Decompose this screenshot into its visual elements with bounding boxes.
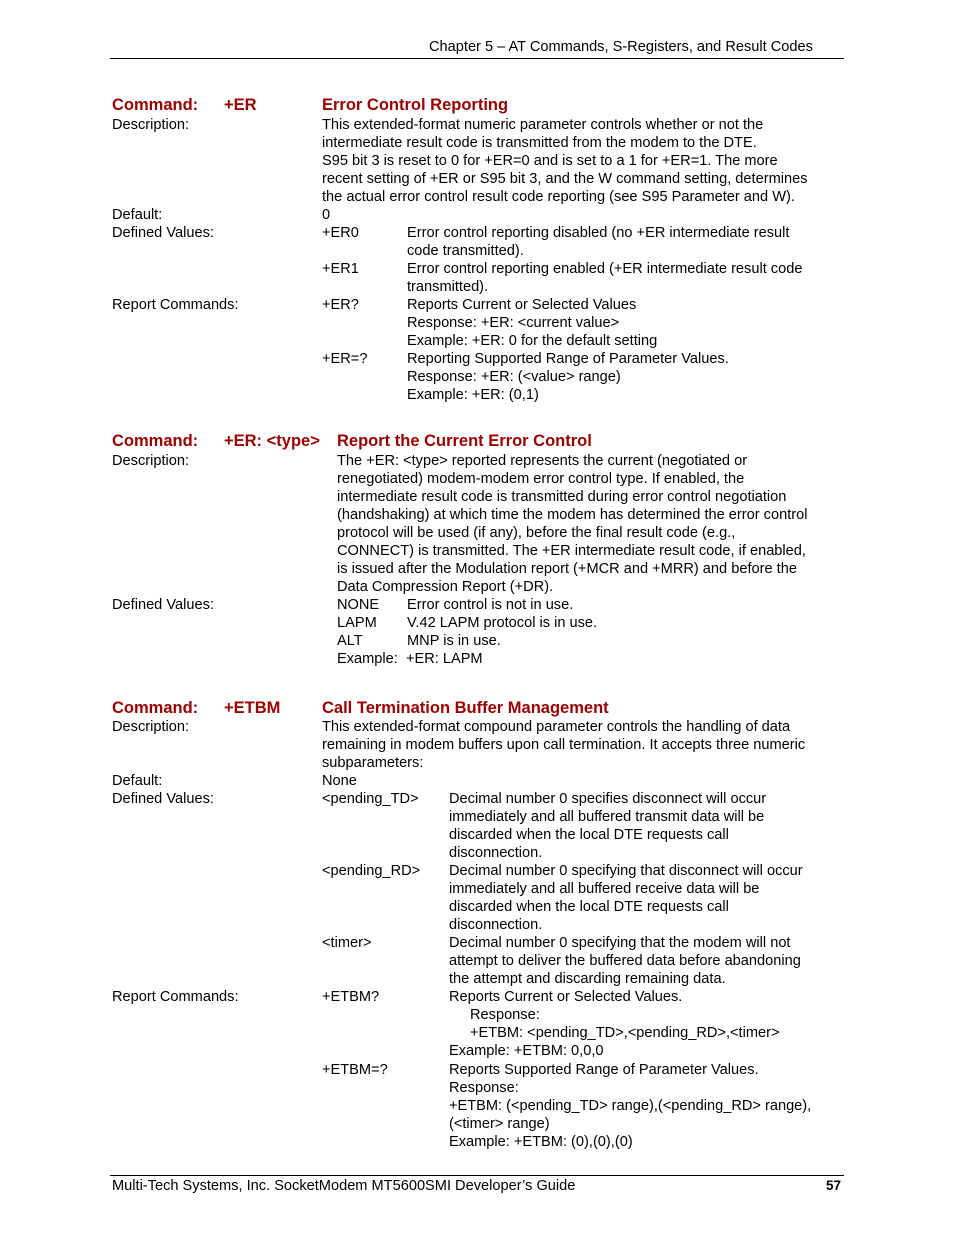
value-key: <pending_RD> — [322, 863, 421, 879]
command-name: +ETBM — [224, 699, 281, 717]
description-line: Data Compression Report (+DR). — [337, 579, 554, 595]
report-desc: Reports Current or Selected Values — [407, 297, 637, 313]
description-line: intermediate result code is transmitted during error control negotiation — [337, 489, 787, 505]
description-line: CONNECT) is transmitted. The +ER intermediate result code, if enabled, — [337, 543, 806, 559]
value-desc: Error control reporting disabled (no +ER intermediate result — [407, 225, 790, 241]
value-desc: discarded when the local DTE requests call — [449, 827, 729, 843]
command-title: Report the Current Error Control — [337, 432, 592, 450]
value-key: ALT — [337, 633, 363, 649]
report-desc: Response: +ER: <current value> — [407, 315, 620, 331]
value-desc: transmitted). — [407, 279, 489, 295]
footer-rule — [110, 1175, 844, 1176]
description-label: Description: — [112, 117, 190, 133]
value-desc: code transmitted). — [407, 243, 524, 259]
value-key: +ER0 — [322, 225, 359, 241]
description-line: protocol will be used (if any), before the final result code (e.g., — [337, 525, 736, 541]
value-desc: V.42 LAPM protocol is in use. — [407, 615, 598, 631]
value-desc: attempt to deliver the buffered data before abandoning — [449, 953, 801, 969]
value-desc: MNP is in use. — [407, 633, 501, 649]
report-desc: Reports Supported Range of Parameter Values. — [449, 1062, 759, 1078]
defined-values-label: Defined Values: — [112, 791, 214, 807]
description-line: the actual error control result code reporting (see S95 Parameter and W). — [322, 189, 795, 205]
description-line: is issued after the Modulation report (+MCR and +MRR) and before the — [337, 561, 797, 577]
value-desc: Error control is not in use. — [407, 597, 574, 613]
description-line: subparameters: — [322, 755, 424, 771]
report-key: +ER=? — [322, 351, 368, 367]
value-desc: disconnection. — [449, 845, 543, 861]
value-key: NONE — [337, 597, 380, 613]
report-desc: Example: +ER: 0 for the default setting — [407, 333, 658, 349]
chapter-header: Chapter 5 – AT Commands, S-Registers, and Result Codes — [429, 39, 813, 55]
value-desc: the attempt and discarding remaining data. — [449, 971, 726, 987]
report-commands-label: Report Commands: — [112, 297, 239, 313]
description-line: This extended-format numeric parameter controls whether or not the — [322, 117, 764, 133]
example-text: Example: +ER: LAPM — [337, 651, 483, 667]
description-line: remaining in modem buffers upon call termination. It accepts three numeric — [322, 737, 806, 753]
value-desc: Decimal number 0 specifies disconnect will occur — [449, 791, 767, 807]
value-key: LAPM — [337, 615, 377, 631]
description-line: (handshaking) at which time the modem has determined the error control — [337, 507, 808, 523]
default-value: 0 — [322, 207, 331, 223]
report-desc: (<timer> range) — [449, 1116, 550, 1132]
description-line: The +ER: <type> reported represents the current (negotiated or — [337, 453, 748, 469]
report-desc: Example: +ER: (0,1) — [407, 387, 539, 403]
report-desc: +ETBM: <pending_TD>,<pending_RD>,<timer> — [470, 1025, 780, 1041]
default-value: None — [322, 773, 357, 789]
command-title: Call Termination Buffer Management — [322, 699, 609, 717]
command-title: Error Control Reporting — [322, 96, 509, 114]
value-key: <timer> — [322, 935, 372, 951]
value-key: <pending_TD> — [322, 791, 419, 807]
defined-values-label: Defined Values: — [112, 225, 214, 241]
value-desc: Decimal number 0 specifying that the modem will not — [449, 935, 791, 951]
report-desc: Reporting Supported Range of Parameter Values. — [407, 351, 729, 367]
default-label: Default: — [112, 773, 163, 789]
report-desc: Reports Current or Selected Values. — [449, 989, 683, 1005]
value-desc: Decimal number 0 specifying that disconnect will occur — [449, 863, 803, 879]
command-name: +ER: <type> — [224, 432, 320, 450]
value-desc: immediately and all buffered receive data will be — [449, 881, 760, 897]
report-desc: Response: — [449, 1080, 519, 1096]
report-key: +ER? — [322, 297, 359, 313]
command-name: +ER — [224, 96, 257, 114]
description-label: Description: — [112, 453, 190, 469]
description-line: recent setting of +ER or S95 bit 3, and the W command setting, determines — [322, 171, 808, 187]
value-desc: disconnection. — [449, 917, 543, 933]
description-line: renegotiated) modem-modem error control type. If enabled, the — [337, 471, 745, 487]
report-desc: Response: — [470, 1007, 540, 1023]
value-desc: Error control reporting enabled (+ER intermediate result code — [407, 261, 803, 277]
value-desc: immediately and all buffered transmit data will be — [449, 809, 765, 825]
report-commands-label: Report Commands: — [112, 989, 239, 1005]
description-line: intermediate result code is transmitted from the modem to the DTE. — [322, 135, 757, 151]
report-desc: +ETBM: (<pending_TD> range),(<pending_RD> range), — [449, 1098, 812, 1114]
description-line: S95 bit 3 is reset to 0 for +ER=0 and is set to a 1 for +ER=1. The more — [322, 153, 778, 169]
value-key: +ER1 — [322, 261, 359, 277]
command-label: Command: — [112, 96, 199, 114]
command-label: Command: — [112, 699, 199, 717]
report-desc: Example: +ETBM: 0,0,0 — [449, 1043, 604, 1059]
description-label: Description: — [112, 719, 190, 735]
footer-text: Multi-Tech Systems, Inc. SocketModem MT5600SMI Developer’s Guide — [112, 1178, 576, 1194]
header-rule — [110, 58, 844, 59]
report-desc: Response: +ER: (<value> range) — [407, 369, 621, 385]
page-number: 57 — [826, 1178, 842, 1193]
value-desc: discarded when the local DTE requests call — [449, 899, 729, 915]
command-label: Command: — [112, 432, 199, 450]
report-desc: Example: +ETBM: (0),(0),(0) — [449, 1134, 633, 1150]
defined-values-label: Defined Values: — [112, 597, 214, 613]
default-label: Default: — [112, 207, 163, 223]
report-key: +ETBM=? — [322, 1062, 388, 1078]
description-line: This extended-format compound parameter controls the handling of data — [322, 719, 791, 735]
report-key: +ETBM? — [322, 989, 380, 1005]
